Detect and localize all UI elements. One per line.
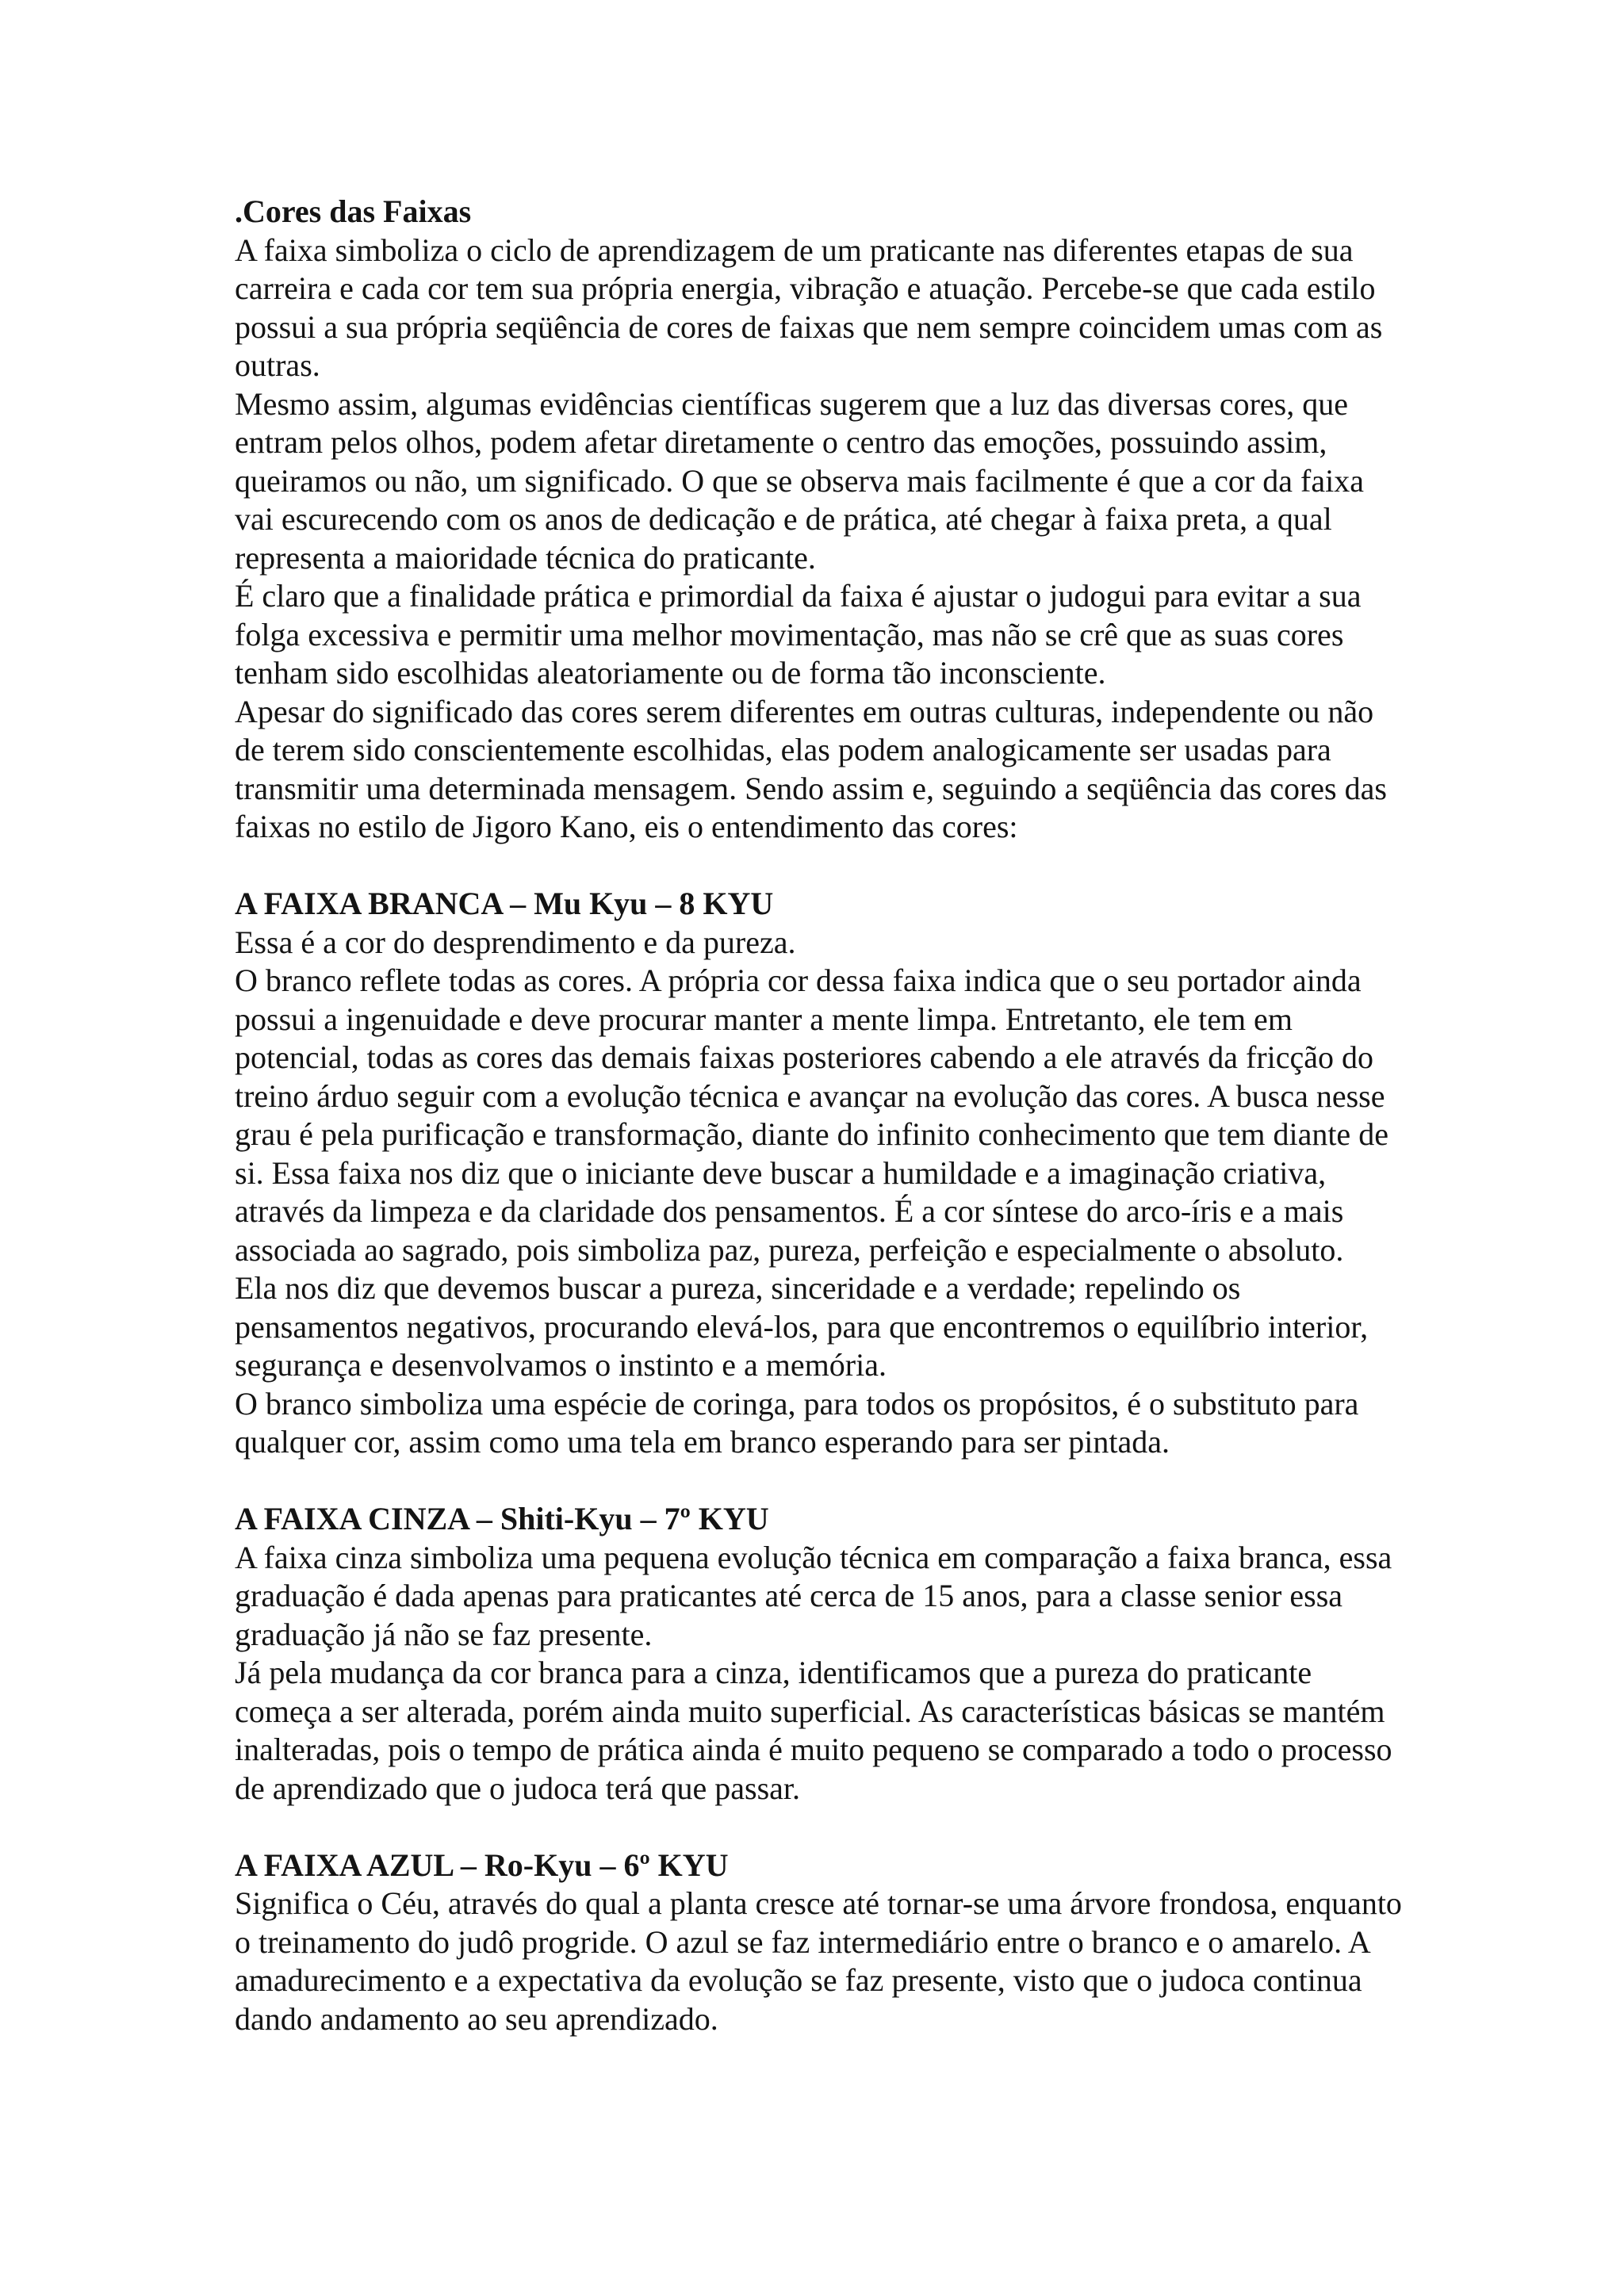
section-faixa-azul	[235, 1846, 1408, 2039]
section-paragraph: Ela nos diz que devemos buscar a pureza, sinceridade e a verdade; repelindo os pensamentos negativos, procurando elevá-los, para que encontremos o equilíbrio interior, segurança e desenvolvamos o instinto e a memória.	[235, 1270, 1369, 1383]
section-faixa-branca	[235, 885, 1408, 1462]
section-heading: A FAIXA AZUL – Ro-Kyu – 6º KYU	[235, 1846, 729, 1883]
section-paragraph: O branco simboliza uma espécie de coringa, para todos os propósitos, é o substituto para qualquer cor, assim como uma tela em branco esperando para ser pintada.	[235, 1385, 1359, 1460]
document-page	[235, 193, 1408, 2038]
section-faixa-cinza	[235, 1500, 1408, 1808]
intro-paragraph: Apesar do significado das cores serem diferentes em outras culturas, independente ou não de terem sido conscientemente escolhidas, elas podem analogicamente ser usadas para transmitir uma determinada mensagem. Sendo assim e, seguindo a seqüência das cores das faixas no estilo de Jigoro Kano, eis o entendimento das cores:	[235, 693, 1387, 844]
section-paragraph: Significa o Céu, através do qual a planta cresce até tornar-se uma árvore frondosa, enquanto o treinamento do judô progride. O azul se faz intermediário entre o branco e o amarelo. A amadurecimento e a expectativa da evolução se faz presente, visto que o judoca continua dando andamento ao seu aprendizado.	[235, 1885, 1402, 2037]
section-paragraph: O branco reflete todas as cores. A própria cor dessa faixa indica que o seu portador ainda possui a ingenuidade e deve procurar manter a mente limpa. Entretanto, ele tem em potencial, todas as cores das demais faixas posteriores cabendo a ele através da fricção do treino árduo seguir com a evolução técnica e avançar na evolução das cores. A busca nesse grau é pela purificação e transformação, diante do infinito conhecimento que tem diante de si. Essa faixa nos diz que o iniciante deve buscar a humildade e a imaginação criativa, através da limpeza e da claridade dos pensamentos. É a cor síntese do arco-íris e a mais associada ao sagrado, pois simboliza paz, pureza, perfeição e especialmente o absoluto.	[235, 962, 1388, 1268]
section-paragraph: Essa é a cor do desprendimento e da pureza.	[235, 924, 796, 960]
section-paragraph: A faixa cinza simboliza uma pequena evolução técnica em comparação a faixa branca, essa graduação é dada apenas para praticantes até cerca de 15 anos, para a classe senior essa graduação já não se faz presente.	[235, 1539, 1392, 1652]
intro-paragraph: É claro que a finalidade prática e primordial da faixa é ajustar o judogui para evitar a sua folga excessiva e permitir uma melhor movimentação, mas não se crê que as suas cores tenham sido escolhidas aleatoriamente ou de forma tão inconsciente.	[235, 578, 1362, 691]
section-heading: A FAIXA CINZA – Shiti-Kyu – 7º KYU	[235, 1501, 769, 1536]
intro-paragraph: Mesmo assim, algumas evidências científicas sugerem que a luz das diversas cores, que entram pelos olhos, podem afetar diretamente o centro das emoções, possuindo assim, queiramos ou não, um significado. O que se observa mais facilmente é que a cor da faixa vai escurecendo com os anos de dedicação e de prática, até chegar à faixa preta, a qual representa a maioridade técnica do praticante.	[235, 385, 1364, 576]
intro-paragraph: A faixa simboliza o ciclo de aprendizagem de um praticante nas diferentes etapas de sua carreira e cada cor tem sua própria energia, vibração e atuação. Percebe-se que cada estilo possui a sua própria seqüência de cores de faixas que nem sempre coincidem umas com as outras.	[235, 232, 1383, 383]
section-paragraph: Já pela mudança da cor branca para a cinza, identificamos que a pureza do praticante começa a ser alterada, porém ainda muito superficial. As características básicas se mantém inalteradas, pois o tempo de prática ainda é muito pequeno se comparado a todo o processo de aprendizado que o judoca terá que passar.	[235, 1655, 1392, 1806]
document-title: .Cores das Faixas	[235, 193, 472, 229]
section-heading: A FAIXA BRANCA – Mu Kyu – 8 KYU	[235, 886, 774, 921]
